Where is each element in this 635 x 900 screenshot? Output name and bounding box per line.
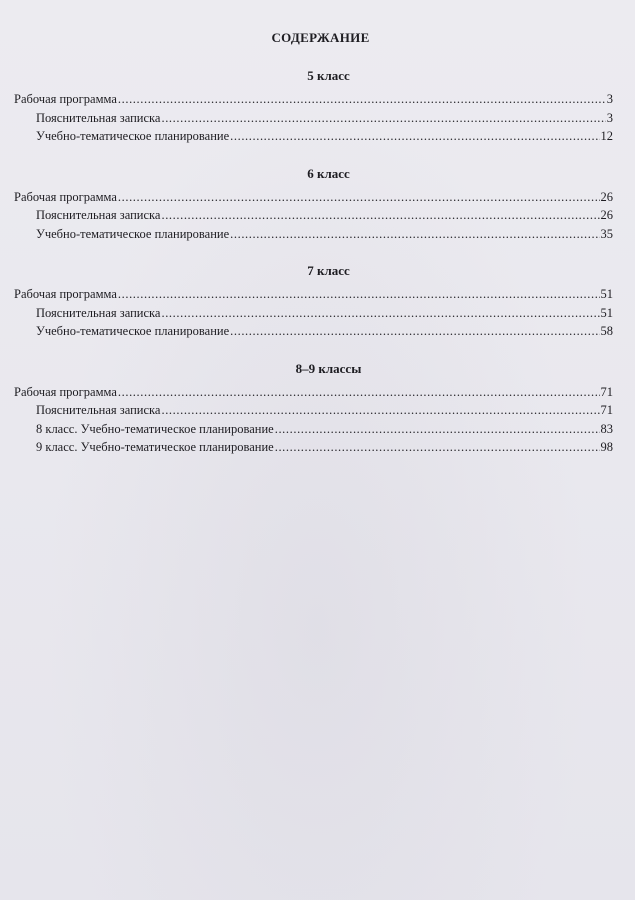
dot-leader	[230, 322, 599, 341]
toc-entry	[14, 109, 613, 128]
dot-leader	[118, 188, 600, 207]
toc-entry-page: 26	[600, 189, 613, 204]
toc-entry	[14, 206, 613, 225]
dot-leader	[161, 401, 599, 420]
toc-entry	[14, 188, 613, 207]
toc-entry-page: 51	[600, 305, 613, 320]
toc-entry-label: 8 класс. Учебно-тематическое планирование	[36, 421, 274, 436]
toc-entry	[14, 401, 613, 420]
toc-entry-page: 51	[600, 287, 613, 301]
dot-leader	[275, 420, 600, 439]
toc-entry-page: 98	[600, 440, 613, 454]
dot-leader	[230, 225, 599, 244]
toc-entry-label: Пояснительная записка	[36, 110, 161, 125]
dot-leader	[161, 109, 605, 128]
toc-entry	[14, 127, 613, 146]
toc-entry	[14, 383, 613, 402]
toc-section-grade-7	[14, 263, 613, 341]
page-title: СОДЕРЖАНИЕ	[271, 30, 370, 45]
toc-entry	[14, 322, 613, 341]
toc-section-grade-5	[14, 68, 613, 146]
toc-entry	[14, 420, 613, 439]
toc-entry-page: 71	[600, 384, 613, 399]
toc-entry-label: Учебно-тематическое планирование	[36, 226, 230, 241]
section-heading: 7 класс	[307, 263, 350, 278]
toc-section-grades-8-9	[14, 361, 613, 457]
toc-entry-page: 26	[600, 208, 613, 222]
toc-entry-label: Пояснительная записка	[36, 208, 161, 222]
toc-entry-label: Рабочая программа	[14, 287, 117, 301]
toc-entry-page: 3	[606, 92, 613, 106]
toc-entry-page: 12	[600, 129, 613, 143]
toc-entry-label: Рабочая программа	[14, 189, 117, 204]
dot-leader	[118, 285, 600, 304]
section-heading: 5 класс	[307, 68, 350, 83]
toc-entry-page: 71	[600, 403, 613, 417]
toc-entry-label: Рабочая программа	[14, 92, 117, 106]
dot-leader	[230, 127, 599, 146]
dot-leader	[161, 304, 599, 323]
toc-entry-page: 35	[600, 226, 613, 241]
toc-entry-page: 83	[600, 421, 613, 436]
toc-entry	[14, 225, 613, 244]
toc-entry	[14, 90, 613, 109]
toc-entry-label: Учебно-тематическое планирование	[36, 129, 230, 143]
toc-entry-label: 9 класс. Учебно-тематическое планирование	[36, 440, 274, 454]
toc-entry-label: Рабочая программа	[14, 384, 117, 399]
dot-leader	[118, 90, 606, 109]
section-heading: 8–9 классы	[295, 360, 362, 376]
dot-leader	[275, 438, 600, 457]
toc-entry-page: 3	[606, 110, 613, 125]
toc-entry	[14, 438, 613, 457]
toc-entry-label: Учебно-тематическое планирование	[36, 324, 230, 338]
section-heading: 6 класс	[307, 165, 350, 181]
toc-section-grade-6	[14, 166, 613, 244]
toc-entry-label: Пояснительная записка	[36, 403, 161, 417]
toc-entry	[14, 304, 613, 323]
dot-leader	[118, 383, 600, 402]
toc-entry	[14, 285, 613, 304]
dot-leader	[161, 206, 599, 225]
toc-entry-page: 58	[600, 324, 613, 338]
toc-entry-label: Пояснительная записка	[36, 305, 161, 320]
